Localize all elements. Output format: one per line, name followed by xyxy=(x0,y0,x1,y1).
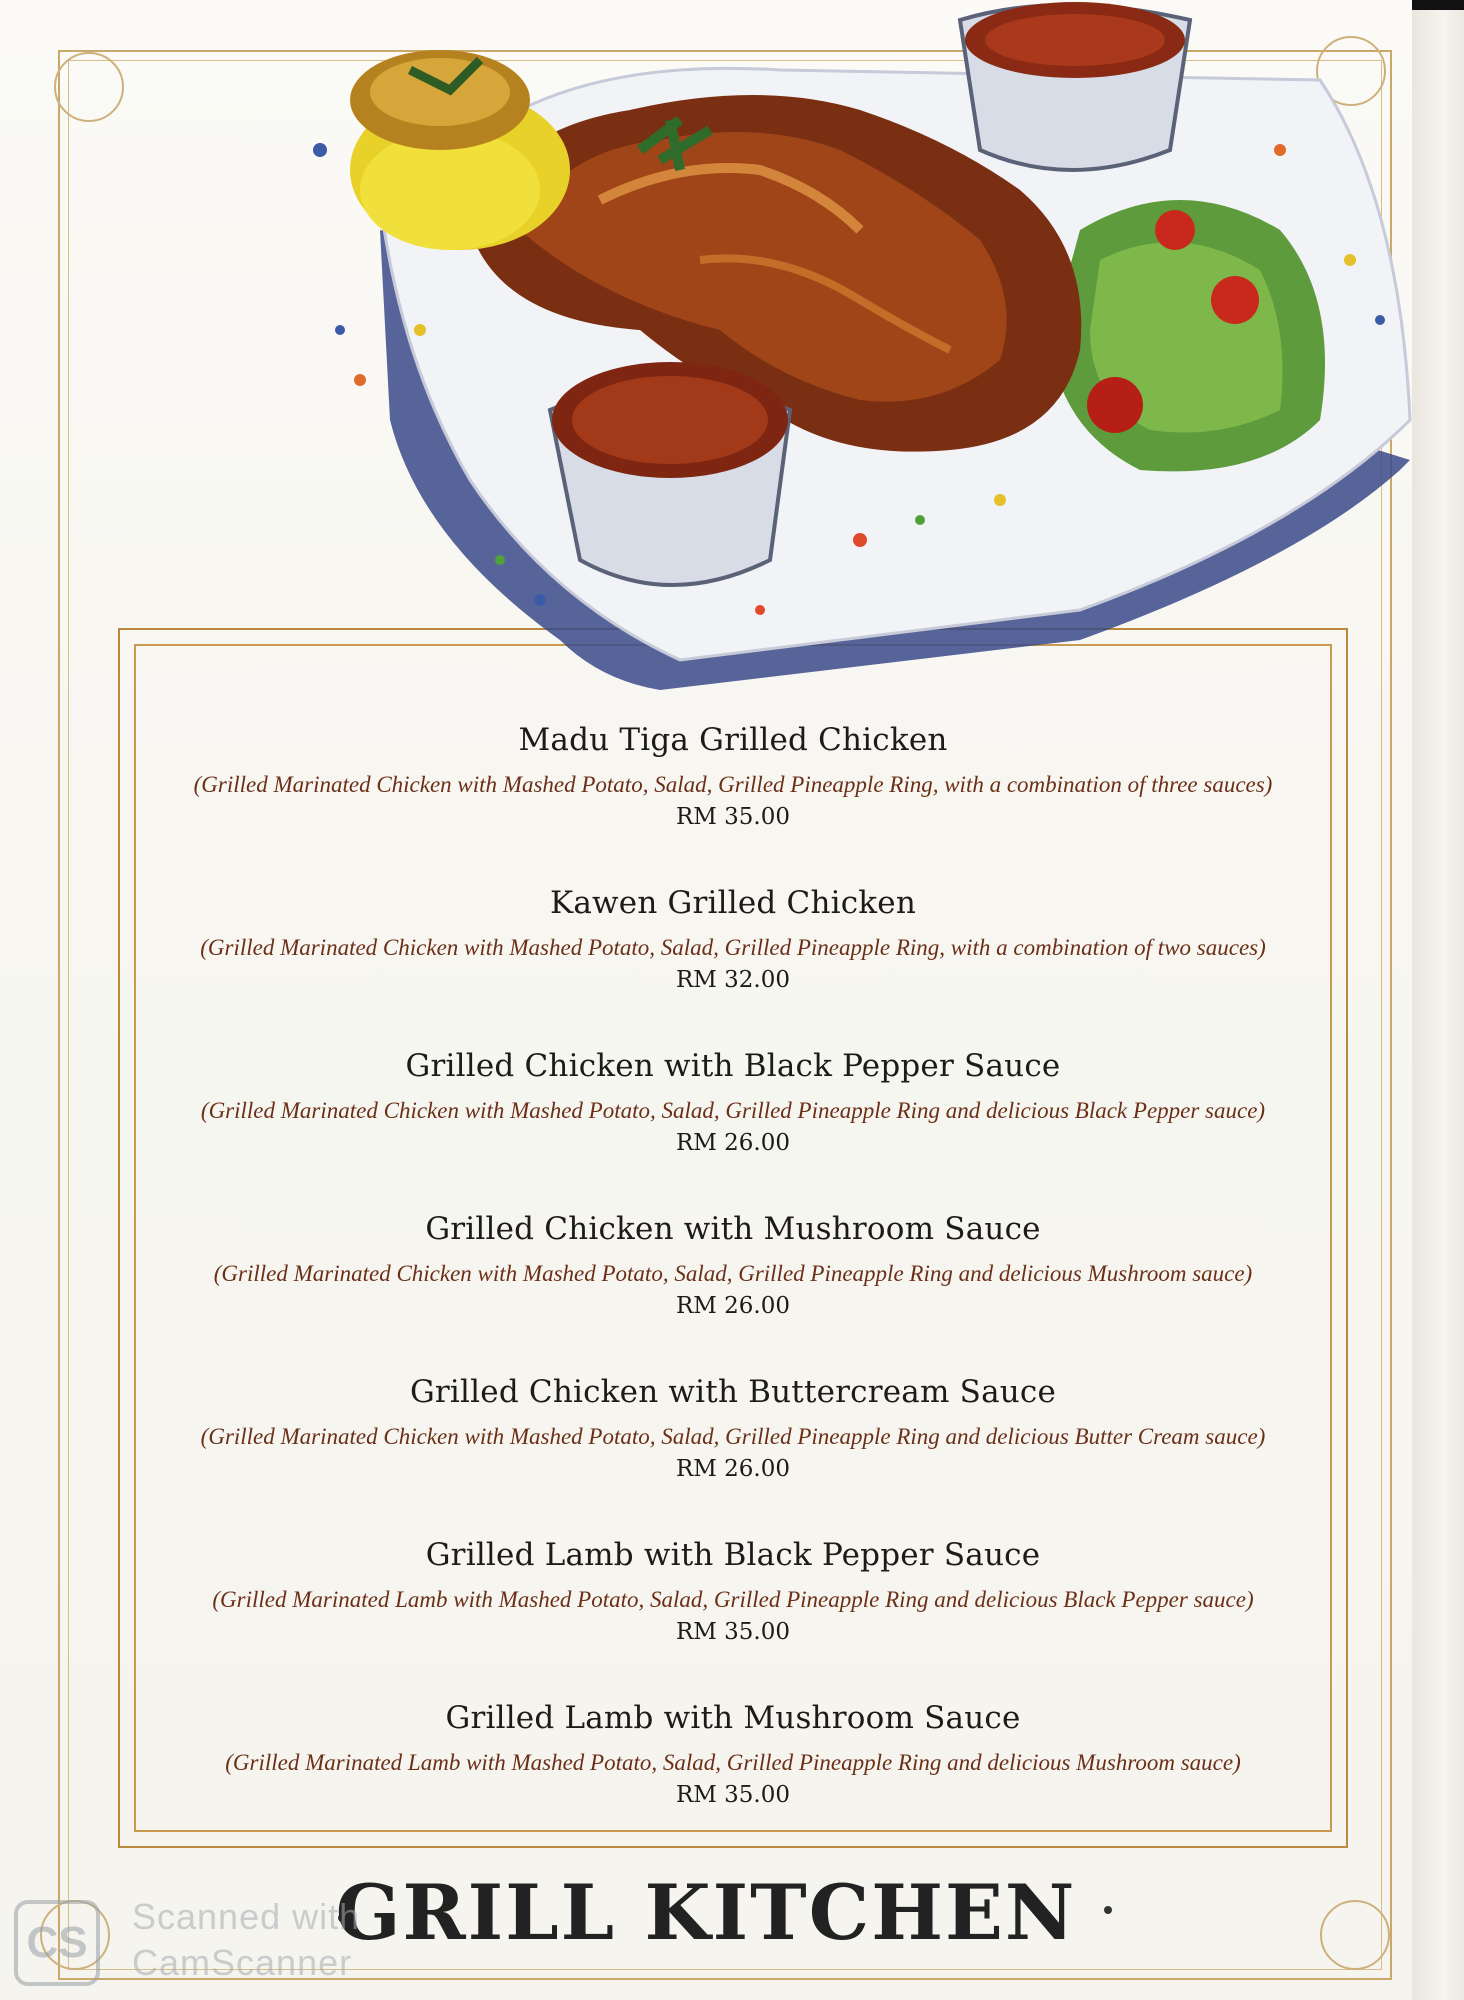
menu-item xyxy=(140,883,1326,1046)
menu-item xyxy=(140,1046,1326,1209)
menu-item-price: RM 32.00 xyxy=(675,967,791,993)
camscanner-watermark xyxy=(14,1896,394,1996)
menu-item-description: (Grilled Marinated Chicken with Mashed Potato, Salad, Grilled Pineapple Ring, with a combination of two sauces) xyxy=(200,935,1266,960)
menu-item-description: (Grilled Marinated Chicken with Mashed Potato, Salad, Grilled Pineapple Ring, with a combination of three sauces) xyxy=(193,772,1273,797)
menu-item-description: (Grilled Marinated Chicken with Mashed Potato, Salad, Grilled Pineapple Ring and delicious Black Pepper sauce) xyxy=(200,1098,1266,1123)
menu-item-price: RM 35.00 xyxy=(675,1782,791,1808)
menu-item-price: RM 35.00 xyxy=(675,1619,791,1645)
menu-item-price: RM 26.00 xyxy=(675,1456,791,1482)
menu-item xyxy=(140,1698,1326,1861)
menu-item xyxy=(140,1209,1326,1372)
menu-item-name: Grilled Lamb with Black Pepper Sauce xyxy=(425,1537,1041,1573)
grilled-chicken-plate-illustration xyxy=(300,0,1430,710)
footer-title: GRILL KITCHEN xyxy=(335,1868,1077,1957)
corner-ornament-top-left xyxy=(54,52,124,122)
menu-item xyxy=(140,1535,1326,1698)
menu-item-description: (Grilled Marinated Chicken with Mashed Potato, Salad, Grilled Pineapple Ring and delicious Butter Cream sauce) xyxy=(200,1424,1266,1449)
adjacent-page-edge xyxy=(1412,0,1464,2000)
black-corner-tab xyxy=(1412,0,1464,10)
menu-item-name: Grilled Chicken with Mushroom Sauce xyxy=(425,1211,1041,1247)
menu-item-description: (Grilled Marinated Chicken with Mashed Potato, Salad, Grilled Pineapple Ring and delicious Mushroom sauce) xyxy=(213,1261,1253,1286)
menu-list xyxy=(140,720,1326,1861)
menu-item-name: Madu Tiga Grilled Chicken xyxy=(518,722,948,758)
menu-item xyxy=(140,720,1326,883)
menu-item-name: Grilled Chicken with Buttercream Sauce xyxy=(409,1374,1057,1410)
menu-item-price: RM 26.00 xyxy=(675,1130,791,1156)
menu-item-description: (Grilled Marinated Lamb with Mashed Potato, Salad, Grilled Pineapple Ring and delicious Mushroom sauce) xyxy=(225,1750,1241,1775)
menu-item-description: (Grilled Marinated Lamb with Mashed Potato, Salad, Grilled Pineapple Ring and delicious Black Pepper sauce) xyxy=(212,1587,1254,1612)
camscanner-logo-icon: CS xyxy=(14,1900,100,1986)
menu-item-price: RM 26.00 xyxy=(675,1293,791,1319)
watermark-line2: CamScanner xyxy=(132,1942,353,1983)
menu-item xyxy=(140,1372,1326,1535)
menu-item-name: Grilled Lamb with Mushroom Sauce xyxy=(445,1700,1021,1736)
menu-item-price: RM 35.00 xyxy=(675,804,791,830)
menu-item-name: Grilled Chicken with Black Pepper Sauce xyxy=(405,1048,1061,1084)
menu-item-name: Kawen Grilled Chicken xyxy=(550,885,916,921)
watermark-line1: Scanned with xyxy=(132,1896,361,1937)
